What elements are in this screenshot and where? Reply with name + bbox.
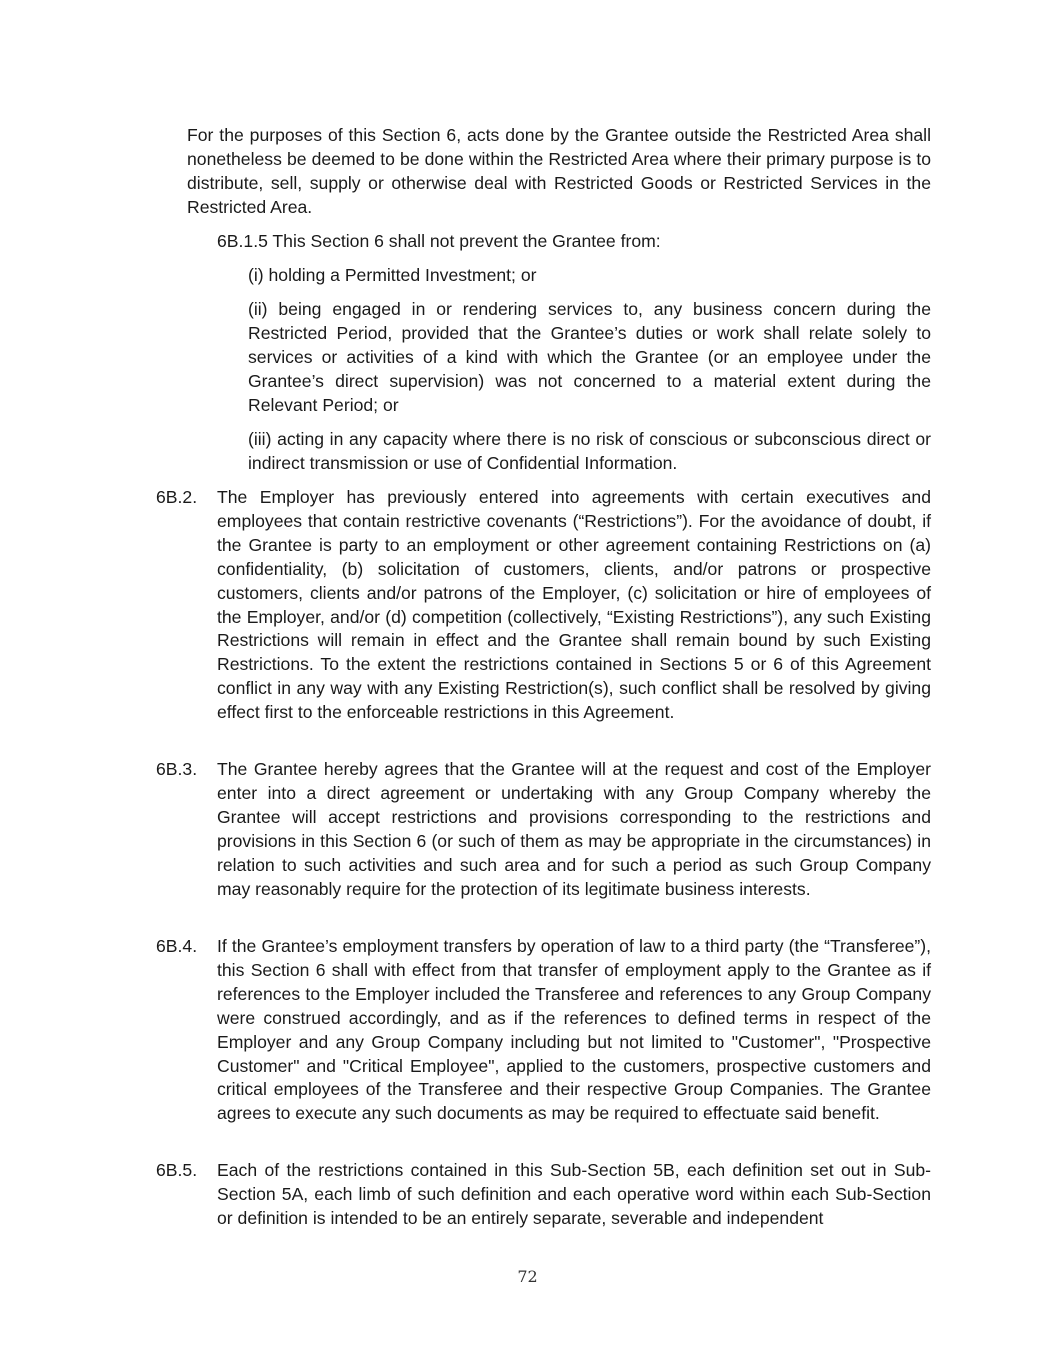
section-text: The Employer has previously entered into agreements with certain executives and employees that contain restrictive covenants (“Restrictions”). For the avoidance of doubt, if the Grantee is party to an employment or other agreement containing Restrictions on (a) confidentiality, (b) solicitation of customers, clients, and/or patrons or prospective customers, clients and/or patrons of the Employer, (c) solicitation or hire of employees of the Employer, and/or (d) competition (collectively, “Existing Restrictions”), any such Existing Restrictions will remain in effect and the Grantee shall remain bound by such Existing Restrictions. To the extent the restrictions contained in Sections 5 or 6 of this Agreement conflict in any way with any Existing Restriction(s), such conflict shall be resolved by giving effect first to the enforceable restrictions in this Agreement. [217, 487, 931, 723]
section-number: 6B.2. [156, 487, 198, 507]
section-6b-2 [156, 486, 931, 725]
section-number: 6B.3. [156, 759, 198, 779]
clause-item-ii: (ii) being engaged in or rendering services to, any business concern during the Restricted Period, provided that the Grantee’s duties or work shall relate solely to services or activities of a kind with which the Grantee (or an employee under the Grantee’s direct supervision) was not concerned to a material extent during the Relevant Period; or [248, 299, 931, 415]
section-text: The Grantee hereby agrees that the Grantee will at the request and cost of the Employer enter into a direct agreement or undertaking with any Group Company whereby the Grantee will accept restrictions and provisions corresponding to the restrictions and provisions in this Section 6 (or such of them as may be appropriate in the circumstances) in relation to such activities and such area and for such a period as such Group Company may reasonably require for the protection of its legitimate business interests. [217, 759, 931, 899]
clause-item-iii: (iii) acting in any capacity where there is no risk of conscious or subconscious direct or indirect transmission or use of Confidential Information. [248, 429, 931, 473]
section-6b-4 [156, 935, 931, 1126]
section-6b-3 [156, 758, 931, 901]
clause-item-i: (i) holding a Permitted Investment; or [248, 265, 537, 285]
page-number: 72 [517, 1267, 538, 1286]
section-number: 6B.4. [156, 936, 198, 956]
section-text: If the Grantee’s employment transfers by operation of law to a third party (the “Transferee”), this Section 6 shall with effect from that transfer of employment apply to the Grantee as if references to the Employer included the Transferee and references to any Group Company were construed accordingly, and as if the references to defined terms in respect of the Employer and any Group Company including but not limited to "Customer", "Prospective Customer" and "Critical Employee", applied to the customers, prospective customers and critical employees of the Transferee and their respective Group Companies. The Grantee agrees to execute any such documents as may be required to effectuate said benefit. [217, 936, 931, 1124]
clause-6b-1-5: 6B.1.5 This Section 6 shall not prevent the Grantee from: [217, 231, 661, 251]
section-text: Each of the restrictions contained in this Sub-Section 5B, each definition set out in Sub-Section 5A, each limb of such definition and each operative word within each Sub-Section or definition is intended to be an entirely separate, severable and independent [217, 1160, 931, 1228]
intro-paragraph: For the purposes of this Section 6, acts done by the Grantee outside the Restricted Area shall nonetheless be deemed to be done within the Restricted Area where their primary purpose is to distribute, sell, supply or otherwise deal with Restricted Goods or Restricted Services in the Restricted Area. [187, 125, 931, 217]
section-6b-5 [156, 1159, 931, 1231]
section-number: 6B.5. [156, 1160, 198, 1180]
